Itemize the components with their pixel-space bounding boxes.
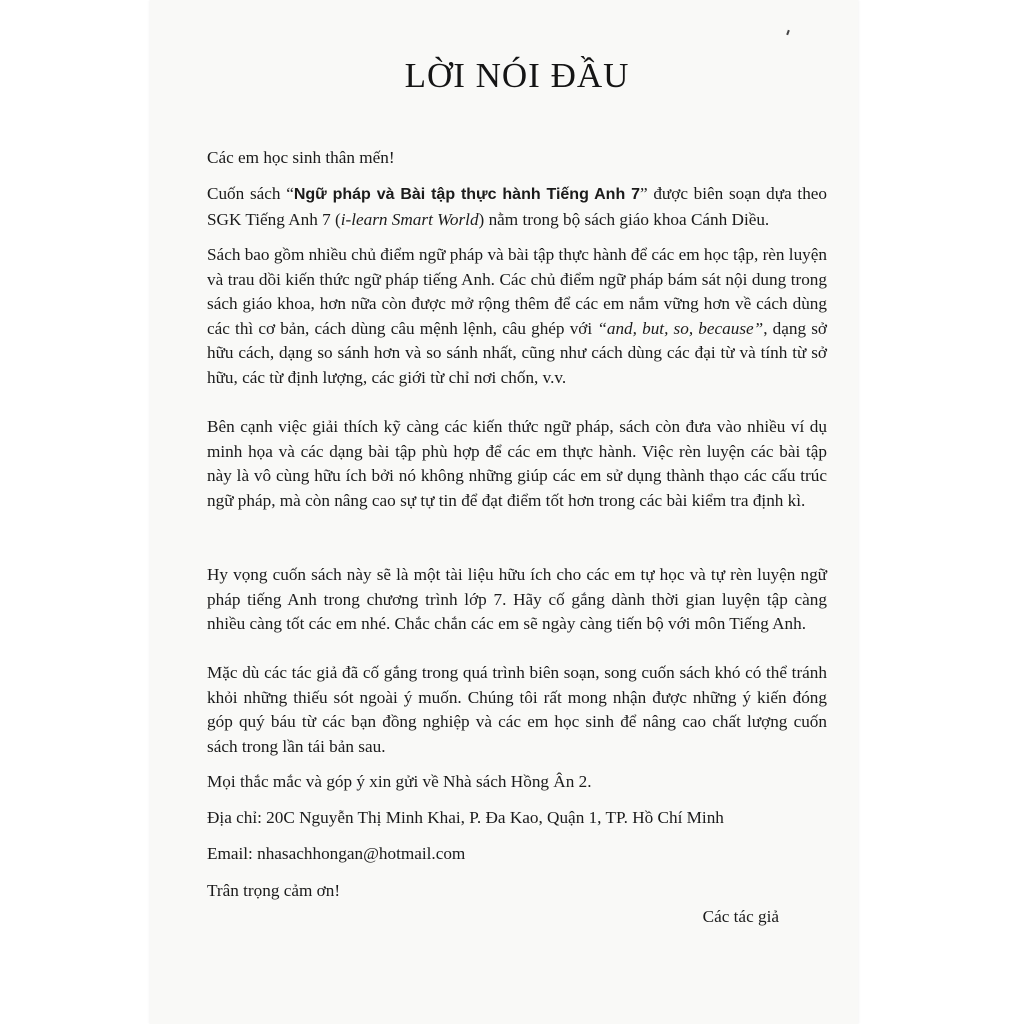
series-name: i-learn Smart World [340,209,479,229]
paragraph-intro [207,182,827,232]
address-line: Địa chỉ: 20C Nguyễn Thị Minh Khai, P. Đa Kao, Quận 1, TP. Hồ Chí Minh [207,808,724,827]
p1-text-b: ” được biên soạn dựa theo SGK Tiếng Anh 7 ( [207,184,828,229]
p1-text-a: Cuốn sách “ [207,184,294,203]
p2-text-b: , dạng sở hữu cách, dạng so sánh hơn và so sánh nhất, cũng như cách dùng các đại từ và tính từ sở hữu, các từ định lượng, các giới từ chỉ nơi chốn, v.v. [207,318,828,387]
conjunctions: “and, but, so, because” [597,318,764,338]
print-mark [786,30,790,35]
book-page [150,0,858,1024]
paragraph-exercises: Bên cạnh việc giải thích kỹ càng các kiến thức ngữ pháp, sách còn đưa vào nhiều ví dụ minh họa và các dạng bài tập phù hợp để các em thực hành. Việc rèn luyện các bài tập này là vô cùng hữu ích bởi nó không những giúp các em sử dụng thành thạo các cấu trúc ngữ pháp, mà còn nâng cao sự tự tin để đạt điểm tốt hơn trong các bài kiểm tra định kì. [207,417,827,510]
paragraph-feedback: Mặc dù các tác giả đã cố gắng trong quá trình biên soạn, song cuốn sách khó có thể tránh khỏi những thiếu sót ngoài ý muốn. Chúng tôi rất mong nhận được những ý kiến đóng góp quý báu từ các bạn đồng nghiệp và các em học sinh để nâng cao chất lượng cuốn sách trong lần tái bản sau. [207,663,827,756]
signature: Các tác giả [702,907,779,926]
email-line: Email: nhasachhongan@hotmail.com [207,844,466,863]
greeting: Các em học sinh thân mến! [207,148,395,167]
contact-line: Mọi thắc mắc và góp ý xin gửi về Nhà sách Hồng Ân 2. [207,772,592,791]
p2-text-a: Sách bao gồm nhiều chủ điểm ngữ pháp và bài tập thực hành để các em học tập, rèn luyện và trau dồi kiến thức ngữ pháp tiếng Anh. Các chủ điểm ngữ pháp bám sát nội dung trong sách giáo khoa, hơn nữa còn được mở rộng thêm để các em nắm vững hơn về cách dùng các thì cơ bản, cách dùng câu mệnh lệnh, câu ghép với [207,245,827,338]
paragraph-content [207,243,827,391]
p1-text-c: ) nằm trong bộ sách giáo khoa Cánh Diều. [478,209,770,229]
book-title: Ngữ pháp và Bài tập thực hành Tiếng Anh 7 [293,186,640,203]
paragraph-hope: Hy vọng cuốn sách này sẽ là một tài liệu hữu ích cho các em tự học và tự rèn luyện ngữ pháp tiếng Anh trong chương trình lớp 7. Hãy cố gắng dành thời gian luyện tập càng nhiều càng tốt các em nhé. Chắc chắn các em sẽ ngày càng tiến bộ với môn Tiếng Anh. [207,565,827,634]
thanks-line: Trân trọng cảm ơn! [207,881,341,900]
page-title: LỜI NÓI ĐẦU [404,56,630,95]
